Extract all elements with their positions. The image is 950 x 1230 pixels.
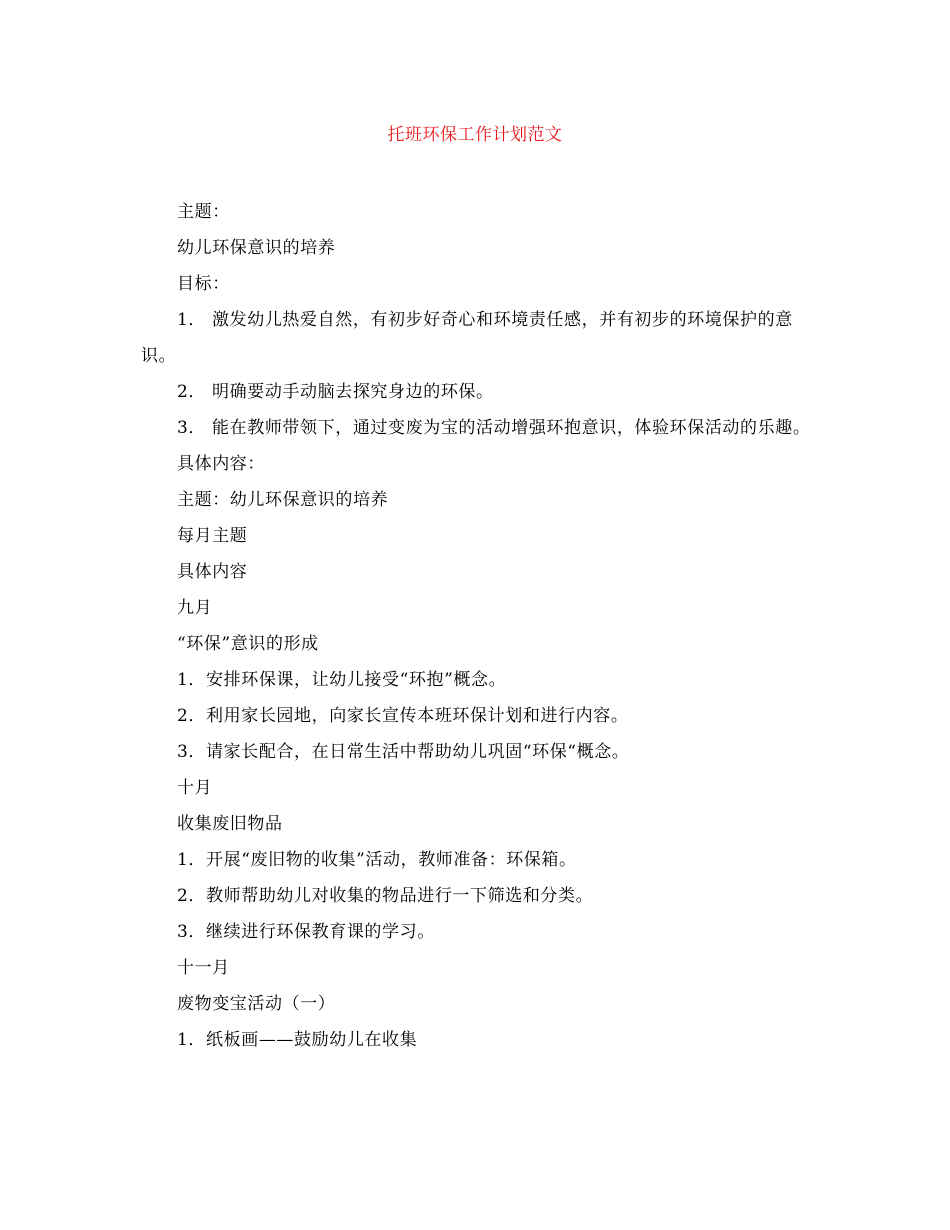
paragraph-november-topic: 废物变宝活动（一）	[177, 994, 336, 1014]
paragraph-september: 九月	[177, 598, 213, 618]
paragraph-september-topic: “环保”意识的形成	[177, 634, 319, 654]
paragraph-november-item-1: 1．纸板画——鼓励幼儿在收集	[177, 1030, 418, 1050]
document-body	[141, 194, 811, 1058]
paragraph-goal-3: 3． 能在教师带领下，通过变废为宝的活动增强环抱意识，体验环保活动的乐趣。	[177, 418, 811, 438]
paragraph-september-item-3: 3．请家长配合，在日常生活中帮助幼儿巩固“环保“概念。	[177, 742, 630, 762]
document-title: 托班环保工作计划范文	[387, 125, 563, 145]
paragraph-goal-1: 1． 激发幼儿热爱自然，有初步好奇心和环境责任感，并有初步的环境保护的意识。	[141, 310, 793, 366]
paragraph-september-item-2: 2．利用家长园地，向家长宣传本班环保计划和进行内容。	[177, 706, 629, 726]
paragraph-october-item-3: 3．继续进行环保教育课的学习。	[177, 922, 435, 942]
paragraph-november: 十一月	[177, 958, 230, 978]
paragraph-theme-label: 主题：	[177, 202, 230, 222]
paragraph-october-topic: 收集废旧物品	[177, 814, 283, 834]
paragraph-theme-value: 幼儿环保意识的培养	[177, 238, 336, 258]
paragraph-september-item-1: 1．安排环保课，让幼儿接受“环抱”概念。	[177, 670, 507, 690]
paragraph-content-theme: 主题：幼儿环保意识的培养	[177, 490, 389, 510]
paragraph-october-item-1: 1．开展“废旧物的收集”活动，教师准备：环保箱。	[177, 850, 577, 870]
paragraph-october: 十月	[177, 778, 213, 798]
paragraph-goal-2: 2． 明确要动手动脑去探究身边的环保。	[177, 382, 494, 402]
paragraph-october-item-2: 2．教师帮助幼儿对收集的物品进行一下筛选和分类。	[177, 886, 594, 906]
paragraph-monthly-theme: 每月主题	[177, 526, 248, 546]
paragraph-goal-label: 目标：	[177, 274, 230, 294]
paragraph-content-label: 具体内容：	[177, 454, 265, 474]
paragraph-specific-content: 具体内容	[177, 562, 248, 582]
